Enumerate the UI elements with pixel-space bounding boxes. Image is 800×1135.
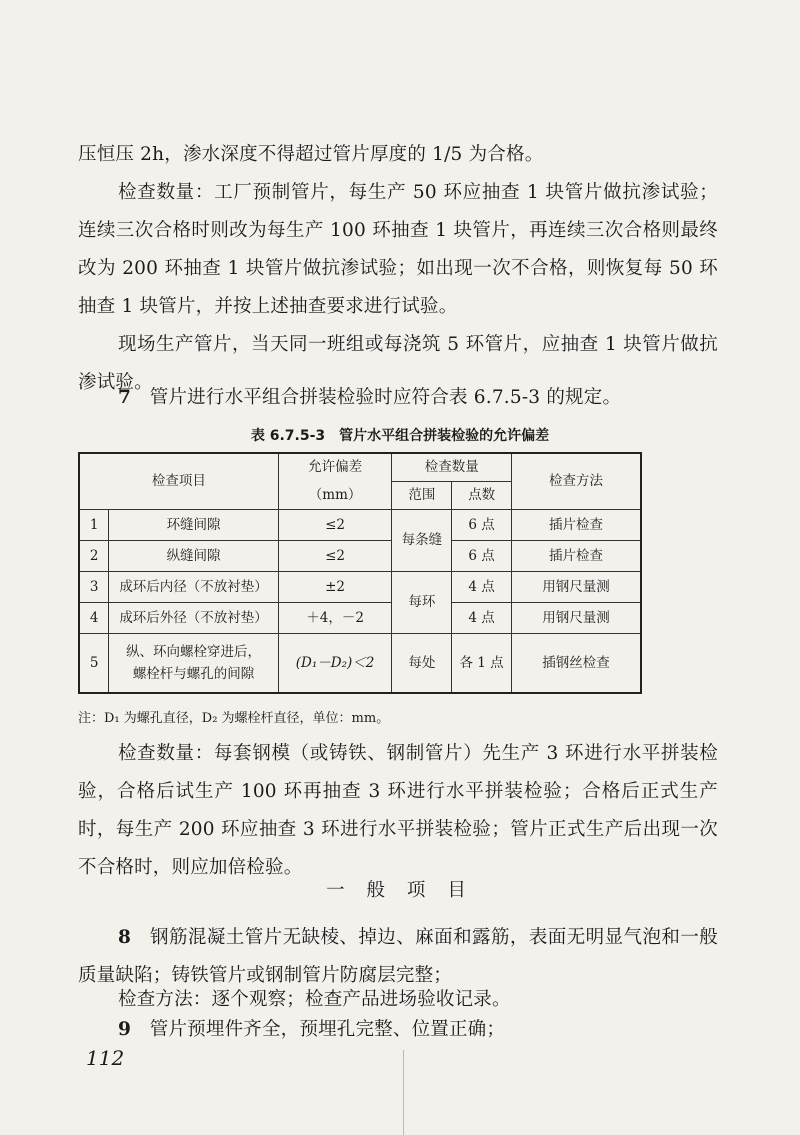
row-item: 成环后内径（不放衬垫）: [109, 571, 278, 602]
row-item: 成环后外径（不放衬垫）: [109, 602, 278, 633]
table-row: [79, 540, 641, 571]
row-number: 4: [79, 602, 109, 633]
header-scope: 范围: [392, 481, 452, 509]
row-scope: 每条缝: [392, 509, 452, 571]
clause-number: 9: [118, 1019, 132, 1040]
table-row: [79, 602, 641, 633]
paragraph-text: 检查数量：工厂预制管片，每生产 50 环应抽查 1 块管片做抗渗试验；连续三次合格时则改为每生产 100 环抽查 1 块管片，再连续三次合格则最终改为 200 环抽查 1 块管片做抗渗试验；如出现一次不合格，则恢复每 50 环抽查 1 块管片，并按上述抽查要求进行试验。: [78, 182, 718, 317]
row-item-line: 纵、环向螺栓穿进后，: [126, 643, 262, 660]
header-method: 检查方法: [512, 453, 642, 509]
row-method: 插片检查: [512, 509, 642, 540]
clause-text: 钢筋混凝土管片无缺棱、掉边、麻面和露筋，表面无明显气泡和一般质量缺陷；铸铁管片或钢制管片防腐层完整；: [78, 927, 718, 986]
row-scope: 每处: [392, 633, 452, 693]
row-method: 插片检查: [512, 540, 642, 571]
row-number: 3: [79, 571, 109, 602]
clause-text: 管片进行水平组合拼装检验时应符合表 6.7.5-3 的规定。: [149, 387, 622, 408]
paragraph-continuation: [78, 136, 718, 174]
header-quantity: 检查数量: [392, 453, 512, 481]
row-item: 环缝间隙: [109, 509, 278, 540]
table-row: [79, 633, 641, 693]
table-row: [79, 509, 641, 540]
row-number: 5: [79, 633, 109, 693]
row-tolerance: ≤2: [278, 540, 392, 571]
table-title: 表 6.7.5-3 管片水平组合拼装检验的允许偏差: [250, 428, 550, 444]
header-tolerance-unit: （mm）: [308, 487, 362, 504]
row-points: 4 点: [452, 602, 512, 633]
paragraph-text: 现场生产管片，当天同一班组或每浇筑 5 环管片，应抽查 1 块管片做抗渗试验。: [78, 334, 718, 393]
row-item: 纵缝间隙: [109, 540, 278, 571]
header-tolerance-label: 允许偏差: [308, 459, 363, 476]
row-scope: 每环: [392, 571, 452, 633]
row-tolerance: ＋4，－2: [278, 602, 392, 633]
paragraph-inspection-quantity: [78, 174, 718, 326]
row-tolerance: ≤2: [278, 509, 392, 540]
header-item: 检查项目: [79, 453, 278, 509]
row-method: 插钢丝检查: [512, 633, 642, 693]
clause-9: [78, 1011, 718, 1049]
table-note: 注：D₁ 为螺孔直径，D₂ 为螺栓杆直径，单位：mm。: [78, 711, 390, 726]
row-item-line: 螺栓杆与螺孔的间隙: [132, 665, 255, 682]
row-tolerance: ±2: [278, 571, 392, 602]
clause-number: 7: [118, 387, 132, 408]
header-points: 点数: [452, 481, 512, 509]
row-number: 2: [79, 540, 109, 571]
paragraph-text: 检查数量：每套钢模（或铸铁、钢制管片）先生产 3 环进行水平拼装检验，合格后试生产 100 环再抽查 3 环进行水平拼装检验；合格后正式生产时，每生产 200 环应抽查 3 环进行水平拼装检验；管片正式生产后出现一次不合格时，则应加倍检验。: [78, 743, 718, 878]
clause-text: 管片预埋件齐全，预埋孔完整、位置正确；: [149, 1019, 506, 1040]
header-tolerance: [278, 453, 392, 509]
row-points: 各 1 点: [452, 633, 512, 693]
paragraph-text: 检查方法：逐个观察；检查产品进场验收记录。: [118, 989, 511, 1010]
clause-7: [78, 379, 718, 417]
page-number: 112: [86, 1046, 125, 1070]
section-title: 一 般 项 目: [326, 880, 474, 901]
row-points: 6 点: [452, 509, 512, 540]
table-row: [79, 571, 641, 602]
clause-number: 8: [118, 927, 132, 948]
tolerance-table: [78, 452, 642, 694]
row-points: 4 点: [452, 571, 512, 602]
row-method: 用钢尺量测: [512, 602, 642, 633]
row-tolerance: (D₁－D₂)＜2: [278, 633, 392, 693]
paragraph-text: 压恒压 2h，渗水深度不得超过管片厚度的 1/5 为合格。: [78, 144, 544, 165]
row-number: 1: [79, 509, 109, 540]
paragraph-assembly-inspection: [78, 735, 718, 887]
row-item: [109, 633, 278, 693]
row-method: 用钢尺量测: [512, 571, 642, 602]
table-header-row: [79, 453, 641, 481]
scan-artifact-line: [403, 1050, 404, 1135]
row-points: 6 点: [452, 540, 512, 571]
